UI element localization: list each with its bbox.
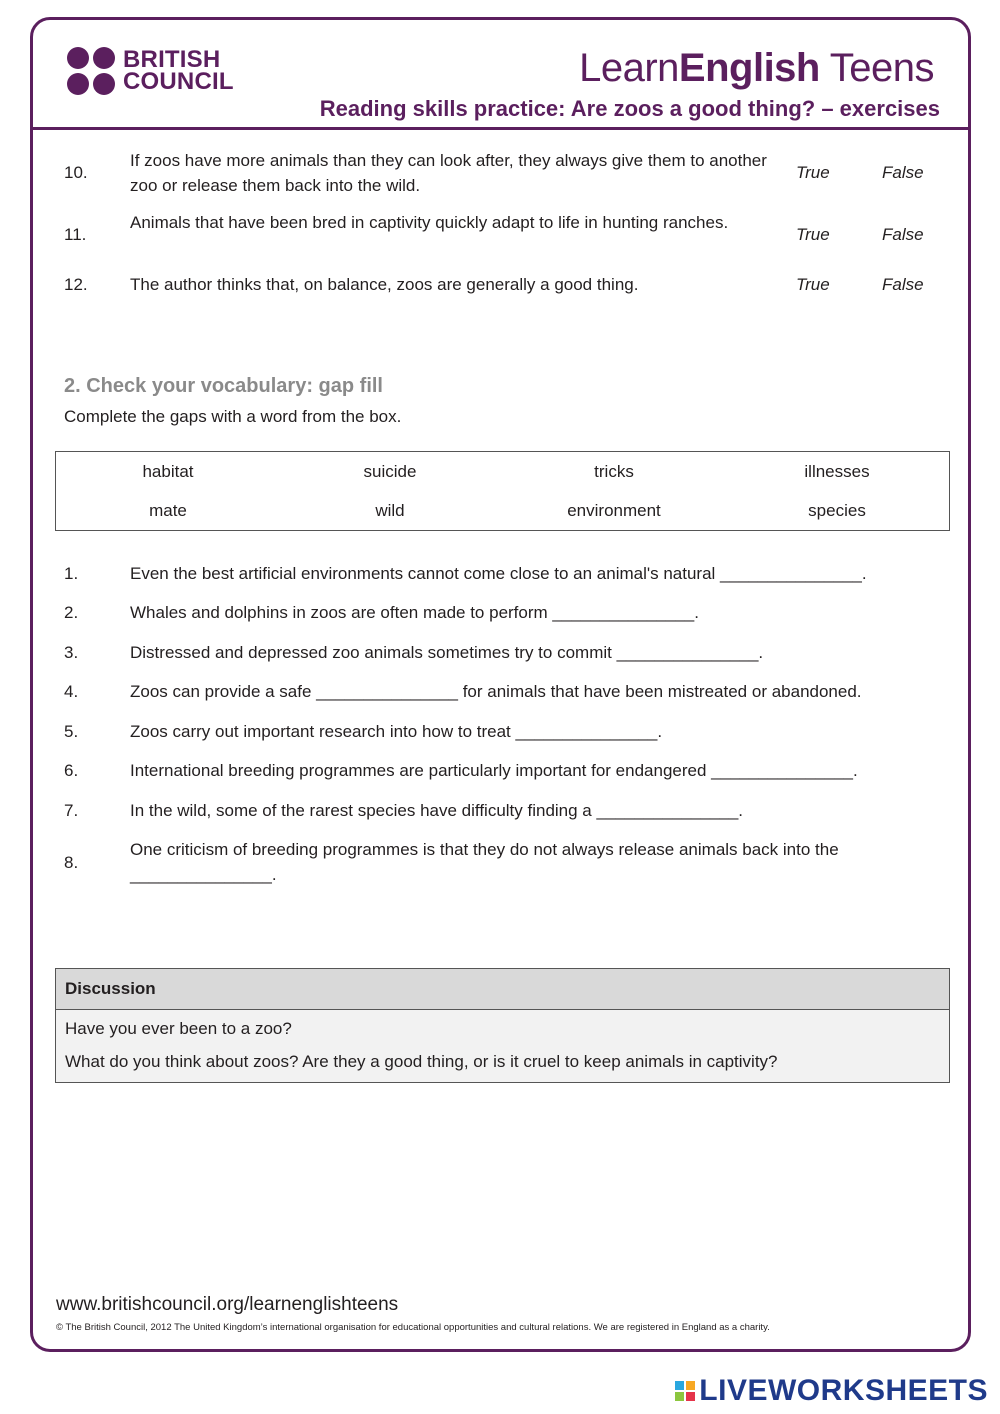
false-option[interactable]: False [882,163,924,182]
gap-fill-number: 4. [64,682,79,701]
learnenglish-teens-logo [579,46,934,91]
brand-part-teens: Teens [819,46,934,90]
gap-fill-number: 7. [64,801,79,820]
false-option[interactable]: False [882,225,924,244]
word-box-item: wild [375,501,405,520]
gap-fill-sentence[interactable]: In the wild, some of the rarest species have difficulty finding a _______________. [130,801,744,820]
org-name-line2: COUNCIL [123,68,234,95]
word-box-item: tricks [594,462,634,481]
gap-fill-sentence[interactable]: Zoos can provide a safe _______________ for animals that have been mistreated or abandoned. [130,682,862,701]
word-box-item: suicide [363,462,417,481]
false-option[interactable]: False [882,275,924,294]
section-heading: 2. Check your vocabulary: gap fill [64,375,383,397]
tf-item-number: 11. [64,225,87,244]
gap-fill-number: 6. [64,761,79,780]
gap-fill-sentence[interactable]: Whales and dolphins in zoos are often made to perform _______________. [130,603,699,622]
gap-fill-sentence[interactable]: Even the best artificial environments cannot come close to an animal's natural _______________. [130,564,867,583]
footer-url[interactable]: www.britishcouncil.org/learnenglishteens [56,1294,399,1315]
british-council-dots-icon [67,47,115,95]
discussion-question: What do you think about zoos? Are they a good thing, or is it cruel to keep animals in captivity? [65,1052,778,1071]
true-option[interactable]: True [796,275,830,294]
tf-item-number: 12. [64,275,88,294]
british-council-logo [67,47,234,95]
footer-copyright: © The British Council, 2012 The United Kingdom’s international organisation for educational opportunities and cultural relations. We are registered in England as a charity. [56,1322,770,1333]
liveworksheets-logo [675,1374,988,1408]
gap-fill-sentence[interactable]: International breeding programmes are particularly important for endangered _______________. [130,761,858,780]
discussion-box [55,968,950,1083]
word-box [55,451,950,531]
gap-fill-sentence[interactable]: One criticism of breeding programmes is that they do not always release animals back into the _______________. [130,840,839,884]
gap-fill-number: 2. [64,603,79,622]
discussion-question: Have you ever been to a zoo? [65,1019,292,1038]
document-title: Reading skills practice: Are zoos a good thing? – exercises [319,96,940,121]
word-box-item: mate [149,501,187,520]
gap-fill-sentence[interactable]: Distressed and depressed zoo animals sometimes try to commit _______________. [130,643,764,662]
gap-fill-number: 8. [64,853,79,872]
tf-item-text: If zoos have more animals than they can look after, they always give them to another zoo or release them back into the wild. [130,151,767,195]
instructions: Complete the gaps with a word from the box. [64,407,402,426]
gap-fill-sentence[interactable]: Zoos carry out important research into how to treat _______________. [130,722,663,741]
org-name-line1: BRITISH [123,46,221,73]
true-option[interactable]: True [796,163,830,182]
tf-item-text: Animals that have been bred in captivity quickly adapt to life in hunting ranches. [130,213,729,232]
liveworksheets-grid-icon [675,1381,695,1401]
discussion-heading: Discussion [56,969,949,1010]
word-box-item: habitat [142,462,194,481]
tf-item-text: The author thinks that, on balance, zoos are generally a good thing. [130,275,639,294]
gap-fill-number: 3. [64,643,79,662]
brand-part-english: English [678,46,820,90]
word-box-item: illnesses [804,462,870,481]
tf-item-number: 10. [64,163,88,182]
header-divider [30,127,971,130]
brand-part-learn: Learn [579,46,679,90]
liveworksheets-wordmark: LIVEWORKSHEETS [699,1374,988,1407]
gap-fill-number: 5. [64,722,79,741]
word-box-item: environment [567,501,661,520]
true-option[interactable]: True [796,225,830,244]
word-box-item: species [808,501,866,520]
gap-fill-number: 1. [64,564,79,583]
